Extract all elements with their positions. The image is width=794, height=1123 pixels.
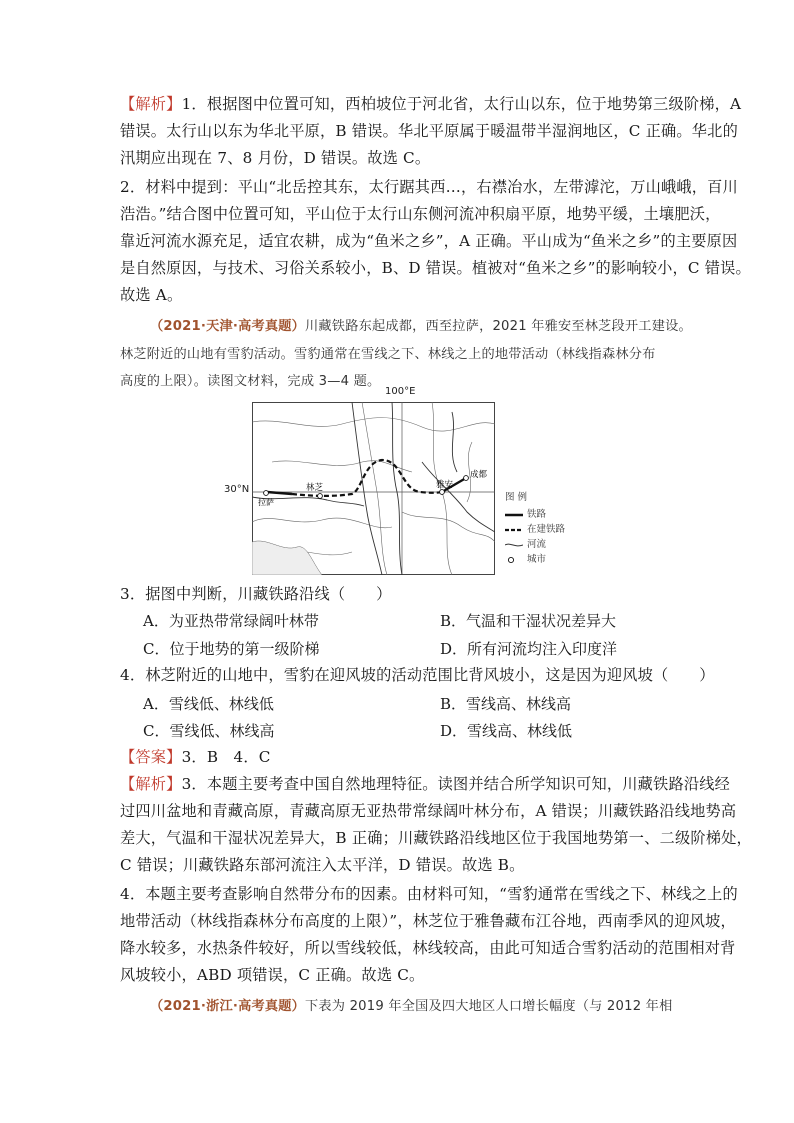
q34-intro-line-1: （2021·天津·高考真题）川藏铁路东起成都，西至拉萨，2021 年雅安至林芝段开工建设。 — [150, 319, 692, 334]
q34-intro-line-2: 林芝附近的山地有雪豹活动。雪豹通常在雪线之下、林线之上的地带活动（林线指森林分布 — [120, 347, 656, 362]
legend-item-river: 河流 — [505, 537, 565, 552]
analysis2-tag: 【解析】 — [120, 775, 182, 793]
analysis-line-8: 故选 A。 — [120, 286, 183, 304]
sichuan-tibet-railway-map — [252, 402, 495, 575]
legend-item-railway-construction: 在建铁路 — [527, 524, 566, 535]
analysis-line-2: 错误。太行山以东为华北平原，B 错误。华北平原属于暖温带半湿润地区，C 正确。华北的 — [120, 122, 738, 140]
q34-intro-line-3: 高度的上限）。读图文材料，完成 3—4 题。 — [120, 374, 381, 389]
analysis2-line-3: 差大，气温和干湿状况差异大，B 正确；川藏铁路沿线地区位于我国地势第一、二级阶梯处， — [120, 829, 752, 847]
q3-option-c: C．位于地势的第一级阶梯 — [143, 640, 320, 658]
analysis-line-6: 靠近河流水源充足，适宜农耕，成为“鱼米之乡”，A 正确。平山成为“鱼米之乡”的主要原因 — [120, 232, 738, 250]
city-marker-lhasa — [264, 491, 269, 496]
map-legend — [505, 490, 565, 567]
city-marker-chengdu — [464, 476, 469, 481]
q4-option-b: B．雪线高、林线高 — [440, 695, 572, 713]
source-tag: （2021·天津·高考真题） — [150, 319, 306, 334]
q4-option-d: D．雪线高、林线低 — [440, 722, 573, 740]
q3-option-d: D．所有河流均注入印度洋 — [440, 640, 618, 658]
city-marker-linzhi — [318, 494, 323, 499]
analysis-line-1: 【解析】1．根据图中位置可知，西柏坡位于河北省，太行山以东，位于地势第三级阶梯，A — [120, 95, 742, 113]
legend-title: 图 例 — [505, 492, 528, 503]
city-marker-yaan — [440, 490, 445, 495]
analysis2-line-8: 风坡较小，ABD 项错误，C 正确。故选 C。 — [120, 966, 425, 984]
answer-tag: 【答案】 — [120, 748, 182, 766]
analysis-line-3: 汛期应出现在 7、8 月份，D 错误。故选 C。 — [120, 149, 431, 167]
city-label-lhasa: 拉萨 — [258, 498, 274, 507]
q3-option-b: B．气温和干湿状况差异大 — [440, 612, 617, 630]
q3-option-a: A．为亚热带常绿阔叶林带 — [143, 612, 319, 630]
analysis2-line-4: C 错误；川藏铁路东部河流注入太平洋，D 错误。故选 B。 — [120, 856, 525, 874]
analysis2-line-1: 【解析】3．本题主要考查中国自然地理特征。读图并结合所学知识可知，川藏铁路沿线经 — [120, 775, 730, 793]
city-label-chengdu: 成都 — [470, 470, 488, 480]
analysis-line-5: 浩浩。”结合图中位置可知，平山位于太行山东侧河流冲积扇平原，地势平缓，土壤肥沃， — [120, 205, 721, 223]
legend-item-railway: 铁路 — [527, 509, 547, 520]
city-label-yaan: 雅安 — [436, 480, 454, 490]
q4-option-a: A．雪线低、林线低 — [143, 695, 274, 713]
latitude-label: 30°N — [224, 484, 250, 495]
longitude-label: 100°E — [385, 386, 416, 397]
analysis-line-4: 2．材料中提到：平山“北岳控其东，太行踞其西…，右襟冶水，左带滹沱，万山峨峨，百川 — [120, 178, 738, 196]
answer-line — [120, 744, 680, 771]
question-4-stem: 4．林芝附近的山地中，雪豹在迎风坡的活动范围比背风坡小，这是因为迎风坡（ ） — [120, 666, 715, 684]
analysis2-line-6: 地带活动（林线指森林分布高度的上限）”，林芝位于雅鲁藏布江谷地，西南季风的迎风坡， — [120, 912, 736, 930]
source-tag-2: （2021·浙江·高考真题） — [150, 999, 306, 1014]
q5-intro-line-1: （2021·浙江·高考真题）下表为 2019 年全国及四大地区人口增长幅度（与 2012 年相 — [150, 999, 673, 1014]
analysis2-line-5: 4．本题主要考查影响自然带分布的因素。由材料可知，“雪豹通常在雪线之下、林线之上的 — [120, 885, 738, 903]
q4-option-c: C．雪线低、林线高 — [143, 722, 275, 740]
question-3-stem: 3．据图中判断，川藏铁路沿线（ ） — [120, 585, 392, 603]
answer-text: 3．B 4．C — [181, 748, 271, 766]
city-label-linzhi: 林芝 — [306, 483, 324, 493]
analysis2-line-2: 过四川盆地和青藏高原，青藏高原无亚热带常绿阔叶林分布，A 错误；川藏铁路沿线地势高 — [120, 802, 737, 820]
legend-item-city: 城市 — [505, 552, 565, 567]
analysis2-line-7: 降水较多，水热条件较好，所以雪线较低，林线较高，由此可知适合雪豹活动的范围相对背 — [120, 939, 736, 957]
analysis-tag: 【解析】 — [120, 95, 182, 113]
analysis-line-7: 是自然原因，与技术、习俗关系较小，B、D 错误。植被对“鱼米之乡”的影响较小，C 错误。 — [120, 259, 751, 277]
